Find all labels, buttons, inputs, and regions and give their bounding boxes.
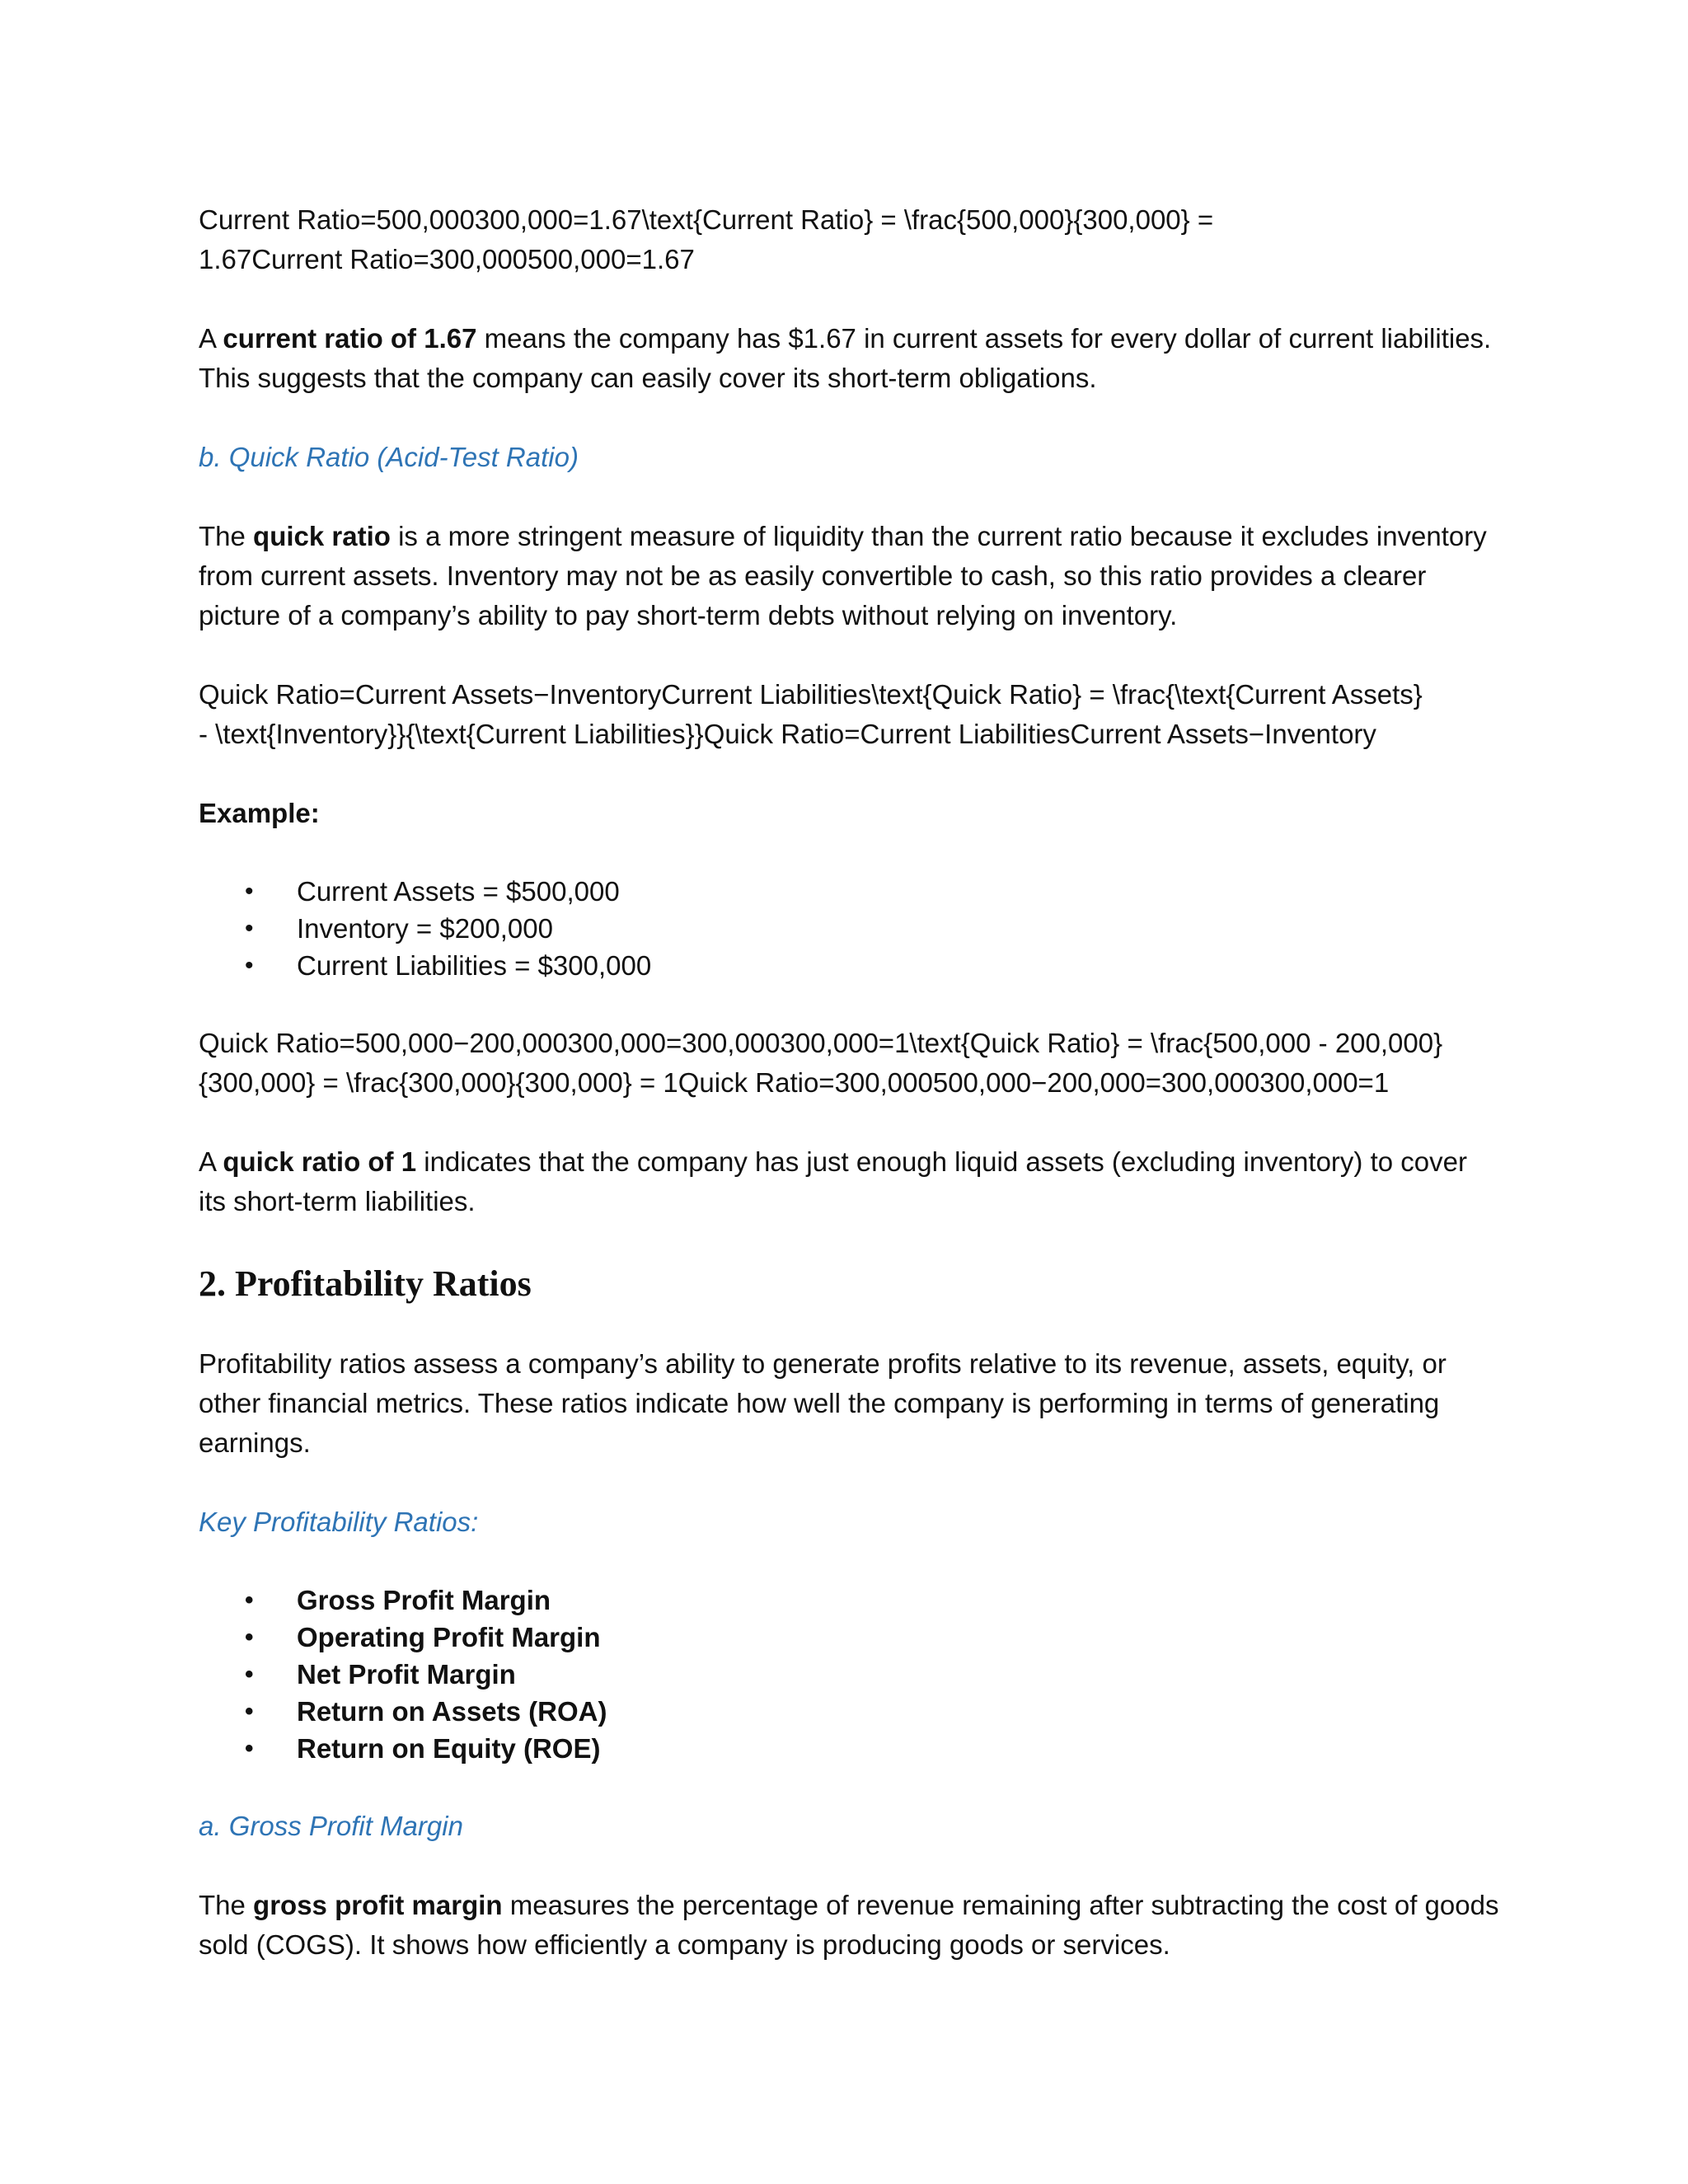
bullet-icon: •	[245, 952, 254, 979]
bullet-icon: •	[245, 1586, 254, 1614]
text-rest: indicates that the company has just enough liquid assets (excluding inventory) to cover its short-term liabilities.	[199, 1146, 1467, 1216]
list-item	[199, 910, 1501, 947]
bullet-icon: •	[245, 1735, 254, 1762]
text-prefix: The	[199, 521, 254, 551]
bold-term: quick ratio of 1	[223, 1146, 417, 1177]
example-label-text: Example:	[199, 798, 320, 828]
list-item-text: Net Profit Margin	[297, 1659, 516, 1690]
formula-line: - \text{Inventory}}{\text{Current Liabilities}}Quick Ratio=Current LiabilitiesCurrent Assets−Inventory	[199, 719, 1376, 749]
gross-margin-subheading: a. Gross Profit Margin	[199, 1811, 463, 1841]
key-ratios-list	[199, 1582, 1501, 1767]
list-item-text: Current Assets = $500,000	[297, 876, 620, 907]
formula-line: 1.67Current Ratio=300,000500,000=1.67	[199, 244, 695, 274]
formula-line: Quick Ratio=500,000−200,000300,000=300,000300,000=1\text{Quick Ratio} = \frac{500,000 - 200,000}	[199, 1028, 1443, 1058]
bullet-icon: •	[245, 878, 254, 905]
list-item	[199, 1656, 1501, 1693]
quick-ratio-example-formula	[199, 1024, 1501, 1103]
list-item	[199, 1582, 1501, 1619]
list-item	[199, 947, 1501, 984]
current-ratio-explanation	[199, 319, 1501, 398]
list-item	[199, 1730, 1501, 1767]
bullet-icon: •	[245, 1698, 254, 1725]
bold-term: quick ratio	[253, 521, 391, 551]
quick-ratio-intro	[199, 517, 1501, 635]
text-rest: is a more stringent measure of liquidity than the current ratio because it excludes inventory from current assets. Inventory may not be as easily convertible to cash, so this ratio provides a clearer picture of a company’s ability to pay short-term debts without relying on inventory.	[199, 521, 1487, 630]
quick-ratio-subheading: b. Quick Ratio (Acid-Test Ratio)	[199, 442, 579, 472]
bold-term: gross profit margin	[253, 1890, 503, 1920]
text-rest: means the company has $1.67 in current assets for every dollar of current liabilities. This suggests that the company can easily cover its short-term obligations.	[199, 323, 1492, 393]
list-item-text: Return on Assets (ROA)	[297, 1696, 607, 1727]
text-prefix: A	[199, 323, 223, 354]
example-list	[199, 873, 1501, 984]
document-page	[199, 200, 1501, 2004]
list-item	[199, 1619, 1501, 1656]
quick-ratio-formula	[199, 675, 1501, 754]
current-ratio-formula	[199, 200, 1501, 279]
text-prefix: The	[199, 1890, 254, 1920]
bullet-icon: •	[245, 1624, 254, 1651]
text-rest: measures the percentage of revenue remaining after subtracting the cost of goods sold (COGS). It shows how efficiently a company is producing goods or services.	[199, 1890, 1499, 1960]
bullet-icon: •	[245, 1661, 254, 1688]
text-prefix: A	[199, 1146, 223, 1177]
list-item-text: Inventory = $200,000	[297, 913, 553, 944]
list-item-text: Gross Profit Margin	[297, 1585, 551, 1615]
key-ratios-subheading: Key Profitability Ratios:	[199, 1507, 479, 1537]
bold-term: current ratio of 1.67	[223, 323, 477, 354]
list-item-text: Current Liabilities = $300,000	[297, 950, 652, 981]
gross-margin-text	[199, 1886, 1501, 1965]
example-label	[199, 794, 1501, 833]
list-item	[199, 873, 1501, 910]
list-item	[199, 1693, 1501, 1730]
formula-line: Quick Ratio=Current Assets−InventoryCurrent Liabilities\text{Quick Ratio} = \frac{\text{Current Assets}	[199, 679, 1423, 710]
list-item-text: Operating Profit Margin	[297, 1622, 601, 1652]
section-heading: 2. Profitability Ratios	[199, 1263, 532, 1304]
profitability-intro: Profitability ratios assess a company’s ability to generate profits relative to its revenue, assets, equity, or other financial metrics. These ratios indicate how well the company is performing in terms of generating earnings.	[199, 1348, 1447, 1458]
formula-line: Current Ratio=500,000300,000=1.67\text{Current Ratio} = \frac{500,000}{300,000} =	[199, 204, 1214, 235]
quick-ratio-explanation	[199, 1142, 1501, 1221]
list-item-text: Return on Equity (ROE)	[297, 1733, 601, 1764]
bullet-icon: •	[245, 915, 254, 942]
formula-line: {300,000} = \frac{300,000}{300,000} = 1Quick Ratio=300,000500,000−200,000=300,000300,000=1	[199, 1067, 1390, 1098]
